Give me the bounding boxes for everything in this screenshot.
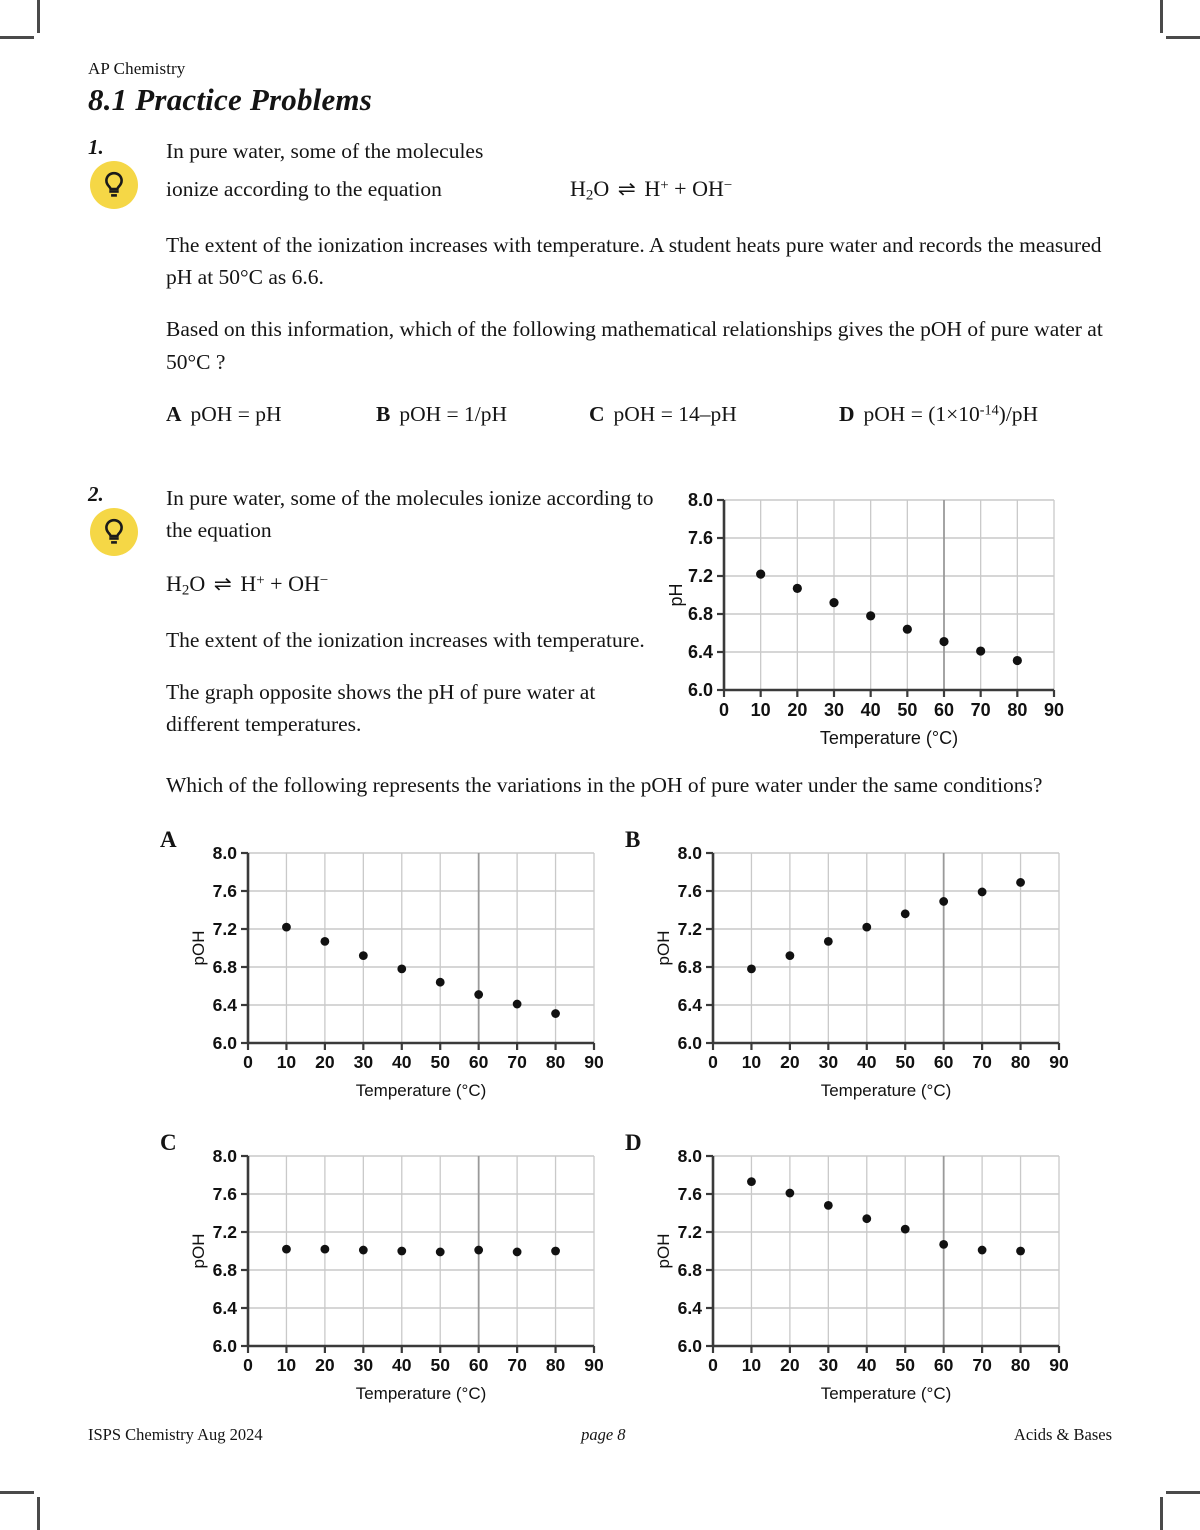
chart-option-d: [647, 1130, 1090, 1415]
svg-text:50: 50: [430, 1354, 450, 1375]
svg-text:6.4: 6.4: [212, 994, 237, 1015]
question-2-text-column: [166, 482, 666, 760]
svg-text:8.0: 8.0: [677, 1145, 702, 1166]
svg-text:50: 50: [895, 1354, 915, 1375]
footer-right: Acids & Bases: [1013, 1425, 1112, 1444]
svg-text:70: 70: [507, 1051, 527, 1072]
question-1-choices: [166, 398, 1104, 430]
svg-text:50: 50: [430, 1051, 450, 1072]
svg-text:30: 30: [818, 1051, 839, 1072]
svg-text:6.4: 6.4: [677, 994, 702, 1015]
svg-text:60: 60: [468, 1354, 489, 1375]
svg-text:8.0: 8.0: [677, 842, 702, 863]
lightbulb-icon: [90, 508, 138, 556]
svg-text:Temperature (°C): Temperature (°C): [355, 1383, 487, 1403]
svg-text:20: 20: [780, 1354, 800, 1375]
svg-text:pOH: pOH: [654, 930, 673, 966]
svg-text:10: 10: [276, 1354, 297, 1375]
choice-d-text: pOH = $(1\times 10^{-14})/pH$: [863, 401, 1039, 426]
answer-option-c[interactable]: [160, 1130, 625, 1415]
choice-d-letter: D: [839, 401, 855, 426]
svg-text:pH: pH: [666, 583, 686, 607]
question-1-number: 1.: [88, 135, 104, 160]
question-2-body: [166, 482, 1104, 801]
question-2-paragraph-1: In pure water, some of the molecules ionize according to the equation: [166, 486, 654, 543]
footer-left: ISPS Chemistry Aug 2024: [88, 1425, 263, 1444]
answer-option-c-letter: C: [160, 1129, 177, 1155]
svg-text:90: 90: [1043, 700, 1065, 721]
svg-text:Temperature (°C): Temperature (°C): [820, 1080, 952, 1100]
svg-text:0: 0: [243, 1051, 253, 1072]
answer-option-a[interactable]: [160, 827, 625, 1112]
svg-text:6.8: 6.8: [677, 1259, 702, 1280]
question-1-lead-line-2: ionize according to the equation: [166, 176, 442, 201]
choice-a[interactable]: [166, 398, 376, 430]
svg-text:7.6: 7.6: [677, 1183, 702, 1204]
svg-text:0: 0: [243, 1354, 253, 1375]
question-2-number: 2.: [88, 482, 104, 507]
svg-text:60: 60: [933, 700, 955, 721]
chart-option-b: [647, 827, 1090, 1112]
svg-text:80: 80: [1010, 1051, 1031, 1072]
choice-b-text: pOH = 1/pH: [399, 401, 508, 426]
lightbulb-icon: [90, 161, 138, 209]
ph-chart-container: [666, 482, 1104, 760]
footer-page-number: page 8: [581, 1425, 626, 1444]
svg-text:Temperature (°C): Temperature (°C): [819, 728, 959, 749]
svg-text:40: 40: [860, 700, 881, 721]
svg-text:pOH: pOH: [189, 930, 208, 966]
answer-options-grid: [160, 827, 1104, 1415]
choice-a-text: pOH = pH: [190, 401, 282, 426]
svg-text:6.8: 6.8: [212, 956, 237, 977]
svg-text:50: 50: [897, 700, 918, 721]
svg-text:7.6: 7.6: [677, 880, 702, 901]
svg-text:70: 70: [970, 700, 991, 721]
course-name: AP Chemistry: [88, 59, 186, 78]
svg-text:40: 40: [392, 1051, 412, 1072]
svg-text:60: 60: [933, 1354, 954, 1375]
page-footer: [88, 1425, 1112, 1445]
svg-text:7.6: 7.6: [687, 528, 713, 549]
question-2: [88, 482, 1104, 801]
svg-text:6.4: 6.4: [687, 642, 713, 663]
chart-option-c: [182, 1130, 625, 1415]
choice-d[interactable]: [839, 398, 1038, 430]
chart-option-a: [182, 827, 625, 1112]
svg-text:8.0: 8.0: [212, 842, 237, 863]
question-1-body: [166, 135, 1104, 430]
svg-text:10: 10: [276, 1051, 297, 1072]
answer-option-b-letter: B: [625, 826, 641, 852]
choice-c[interactable]: [589, 398, 839, 430]
svg-text:7.2: 7.2: [212, 1221, 237, 1242]
question-1-paragraph-2: The extent of the ionization increases with temperature. A student heats pure water and records the measured pH at 50°C as 6.6.: [166, 232, 1102, 290]
svg-text:70: 70: [972, 1051, 992, 1072]
question-2-paragraph-3: The graph opposite shows the pH of pure water at different temperatures.: [166, 680, 596, 737]
svg-text:8.0: 8.0: [212, 1145, 237, 1166]
svg-text:30: 30: [353, 1051, 374, 1072]
choice-c-letter: C: [589, 401, 605, 426]
page-title: 8.1 Practice Problems: [88, 81, 373, 117]
svg-text:Temperature (°C): Temperature (°C): [820, 1383, 952, 1403]
question-2-paragraph-2: The extent of the ionization increases with temperature.: [166, 627, 645, 652]
svg-text:6.0: 6.0: [687, 680, 713, 701]
svg-text:30: 30: [818, 1354, 839, 1375]
answer-option-d[interactable]: [625, 1130, 1090, 1415]
svg-text:6.4: 6.4: [677, 1297, 702, 1318]
svg-text:80: 80: [1010, 1354, 1031, 1375]
svg-text:20: 20: [787, 700, 808, 721]
question-1-paragraph-3: Based on this information, which of the following mathematical relationships gives the pOH of pure water at 50°C ?: [166, 317, 1103, 374]
svg-text:7.2: 7.2: [677, 918, 702, 939]
choice-b-letter: B: [376, 401, 391, 426]
question-1-equation: $H_2O$ ⇌ H+ + OH−: [570, 175, 733, 204]
svg-text:7.6: 7.6: [212, 880, 237, 901]
svg-text:40: 40: [857, 1051, 877, 1072]
svg-text:50: 50: [895, 1051, 915, 1072]
svg-text:10: 10: [741, 1354, 762, 1375]
svg-text:40: 40: [857, 1354, 877, 1375]
svg-text:6.0: 6.0: [212, 1335, 237, 1356]
svg-text:30: 30: [353, 1354, 374, 1375]
answer-option-a-letter: A: [160, 826, 177, 852]
svg-text:80: 80: [1007, 700, 1028, 721]
svg-text:7.6: 7.6: [212, 1183, 237, 1204]
svg-text:6.0: 6.0: [212, 1032, 237, 1053]
svg-text:70: 70: [507, 1354, 527, 1375]
choice-b[interactable]: [376, 398, 589, 430]
question-2-paragraph-4: Which of the following represents the variations in the pOH of pure water under the same conditions?: [166, 772, 1043, 797]
chart-ph-main: [666, 484, 1104, 754]
answer-option-d-letter: D: [625, 1129, 642, 1155]
worksheet-page: [88, 60, 1104, 1415]
answer-option-b[interactable]: [625, 827, 1090, 1112]
svg-text:80: 80: [545, 1354, 566, 1375]
svg-text:6.8: 6.8: [212, 1259, 237, 1280]
question-1-lead-line-1: In pure water, some of the molecules: [166, 139, 484, 164]
svg-text:8.0: 8.0: [687, 490, 713, 511]
choice-c-text: pOH = 14–pH: [613, 401, 737, 426]
svg-text:60: 60: [468, 1051, 489, 1072]
svg-text:30: 30: [823, 700, 845, 721]
svg-text:90: 90: [1049, 1354, 1069, 1375]
svg-text:70: 70: [972, 1354, 992, 1375]
svg-text:90: 90: [584, 1051, 604, 1072]
svg-text:10: 10: [741, 1051, 762, 1072]
svg-text:pOH: pOH: [654, 1233, 673, 1269]
svg-text:6.0: 6.0: [677, 1032, 702, 1053]
svg-text:pOH: pOH: [189, 1233, 208, 1269]
choice-a-letter: A: [166, 401, 182, 426]
svg-text:6.8: 6.8: [677, 956, 702, 977]
svg-text:Temperature (°C): Temperature (°C): [355, 1080, 487, 1100]
svg-text:7.2: 7.2: [212, 918, 237, 939]
svg-text:0: 0: [708, 1051, 718, 1072]
svg-text:90: 90: [584, 1354, 604, 1375]
svg-text:7.2: 7.2: [687, 566, 713, 587]
svg-text:10: 10: [750, 700, 771, 721]
question-1: [88, 135, 1104, 430]
svg-text:60: 60: [933, 1051, 954, 1072]
svg-text:6.8: 6.8: [687, 604, 713, 625]
svg-text:6.0: 6.0: [677, 1335, 702, 1356]
svg-text:80: 80: [545, 1051, 566, 1072]
svg-text:40: 40: [392, 1354, 412, 1375]
svg-text:20: 20: [780, 1051, 800, 1072]
svg-text:20: 20: [315, 1051, 335, 1072]
svg-text:20: 20: [315, 1354, 335, 1375]
svg-text:90: 90: [1049, 1051, 1069, 1072]
question-2-equation: $H_2O$ ⇌ H+ + OH−: [166, 570, 329, 599]
svg-text:0: 0: [718, 700, 730, 721]
svg-text:7.2: 7.2: [677, 1221, 702, 1242]
svg-text:6.4: 6.4: [212, 1297, 237, 1318]
svg-text:0: 0: [708, 1354, 718, 1375]
